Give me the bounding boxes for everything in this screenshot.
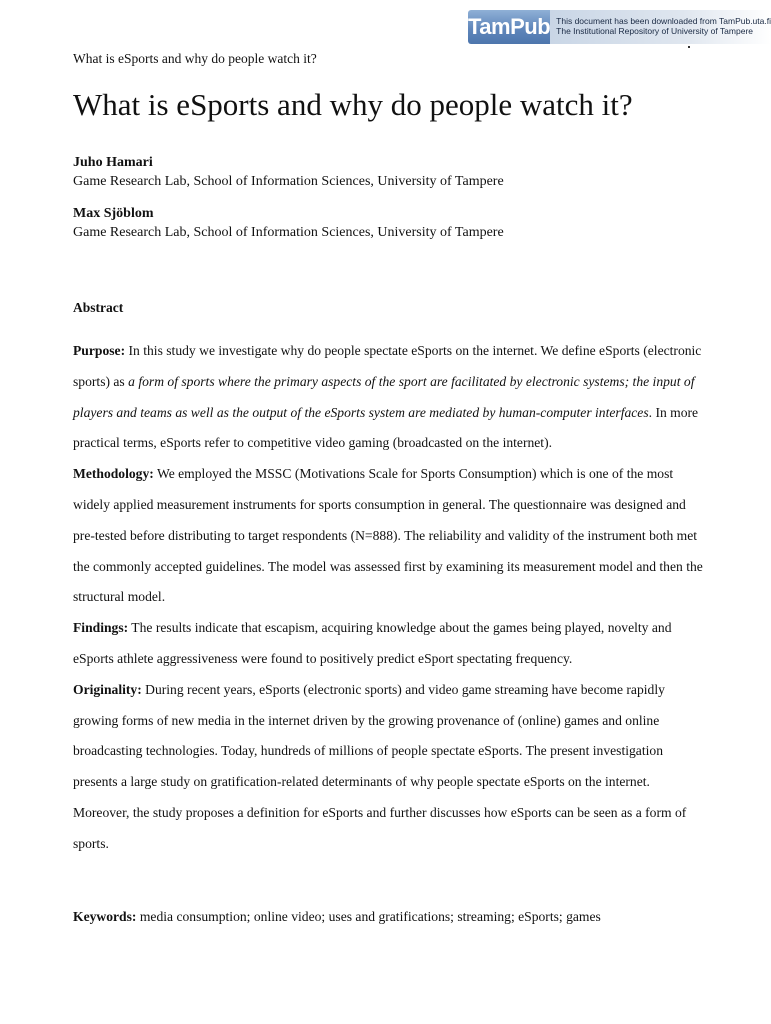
tampub-notice-line-1: This document has been downloaded from TamPub.uta.fi bbox=[556, 16, 771, 26]
findings-text: The results indicate that escapism, acquiring knowledge about the games being played, novelty and eSports athlete aggressiveness were found to positively predict eSport spectating frequency. bbox=[73, 620, 672, 666]
abstract-originality bbox=[73, 675, 703, 860]
author-affiliation-1: Game Research Lab, School of Information Sciences, University of Tampere bbox=[73, 174, 504, 189]
findings-label: Findings: bbox=[73, 620, 129, 636]
running-header: What is eSports and why do people watch it? bbox=[73, 51, 317, 66]
purpose-text-b: . In more practical terms, eSports refer to competitive video gaming (broadcasted on the internet). bbox=[73, 404, 699, 451]
abstract-findings bbox=[73, 613, 703, 675]
purpose-text-a: In this study we investigate why do people spectate eSports on the internet. We define eSports (electronic sports) as bbox=[73, 343, 702, 389]
abstract-purpose bbox=[73, 336, 703, 459]
keywords-label: Keywords: bbox=[73, 909, 137, 924]
tampub-logo: TamPub bbox=[468, 10, 550, 44]
methodology-text: We employed the MSSC (Motivations Scale for Sports Consumption) which is one of the most widely applied measurement instruments for sports consumption in general. The questionnaire was designed and pre-tested before distributing to target respondents (N=888). The reliability and validity of the instrument both met the commonly accepted guidelines. The model was assessed first by examining its measurement model and then the structural model. bbox=[73, 466, 703, 605]
author-name-1: Juho Hamari bbox=[73, 155, 153, 170]
author-affiliation-2: Game Research Lab, School of Information Sciences, University of Tampere bbox=[73, 225, 504, 240]
keywords bbox=[73, 909, 601, 925]
purpose-label: Purpose: bbox=[73, 343, 126, 358]
abstract-heading: Abstract bbox=[73, 300, 124, 315]
banner-dot bbox=[688, 46, 690, 48]
abstract-methodology bbox=[73, 459, 703, 613]
tampub-notice bbox=[550, 10, 771, 44]
originality-label: Originality: bbox=[73, 681, 142, 697]
methodology-label: Methodology: bbox=[73, 466, 154, 482]
keywords-text: media consumption; online video; uses and gratifications; streaming; eSports; games bbox=[136, 909, 601, 924]
originality-text: During recent years, eSports (electronic sports) and video game streaming have become rapidly growing forms of new media in the internet driven by the growing provenance of (online) games and online broadcasting technologies. Today, hundreds of millions of people spectate eSports. The present investigation presents a large study on gratification-related determinants of why people spectate eSports on the internet. Moreover, the study proposes a definition for eSports and further discusses how eSports can be seen as a form of sports. bbox=[73, 681, 687, 851]
tampub-banner[interactable] bbox=[468, 10, 771, 44]
esports-definition: a form of sports where the primary aspects of the sport are facilitated by electronic systems; the input of players and teams as well as the output of the eSports system are mediated by human-computer interfaces bbox=[73, 373, 695, 420]
author-name-2: Max Sjöblom bbox=[73, 206, 154, 221]
paper-title: What is eSports and why do people watch it? bbox=[73, 87, 633, 122]
abstract-body bbox=[73, 336, 703, 860]
tampub-notice-line-2: The Institutional Repository of University of Tampere bbox=[556, 26, 754, 36]
